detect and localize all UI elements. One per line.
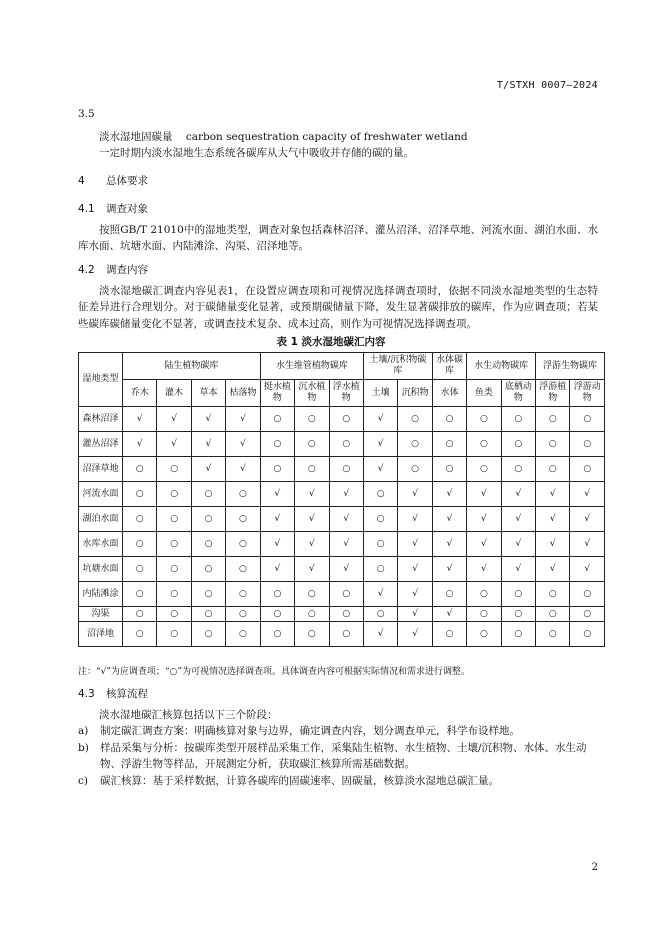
check-mark: √: [501, 532, 535, 557]
check-mark: √: [295, 482, 329, 507]
circle-mark: ○: [329, 582, 363, 607]
check-mark: √: [432, 482, 466, 507]
circle-mark: ○: [467, 582, 501, 607]
check-mark: √: [329, 482, 363, 507]
circle-mark: ○: [536, 582, 570, 607]
check-mark: √: [226, 457, 260, 482]
circle-mark: ○: [157, 622, 191, 647]
check-mark: √: [363, 622, 397, 647]
circle-mark: ○: [191, 557, 225, 582]
check-mark: √: [260, 482, 294, 507]
check-mark: √: [295, 507, 329, 532]
check-mark: √: [432, 532, 466, 557]
check-mark: √: [398, 507, 432, 532]
check-mark: √: [501, 482, 535, 507]
circle-mark: ○: [157, 457, 191, 482]
check-mark: √: [570, 482, 605, 507]
table-header: [79, 353, 605, 407]
circle-mark: ○: [329, 622, 363, 647]
row-label: 水库水面: [79, 532, 123, 557]
section-4-2-text: 淡水湿地碳汇调查内容见表1，在设置应调查项和可视情况选择调查项时，依据不同淡水湿地类型的生态特征差异进行合理划分。对于碳储量变化显著，或预期碳储量下降，发生显著碳排放的碳库，作为应调查项；若某些碳库碳储量变化不显著，或调查技术复杂、成本过高，则作为可视情况选择调查项。: [78, 284, 598, 330]
circle-mark: ○: [536, 407, 570, 432]
group-header: 土壤/沉积物碳库: [363, 353, 432, 380]
circle-mark: ○: [398, 407, 432, 432]
column-header: 水体: [432, 380, 466, 407]
table-row: [79, 507, 605, 532]
circle-mark: ○: [432, 622, 466, 647]
table-note: 注：“√”为应调查项；“○”为可视情况选择调查项。具体调查内容可根据实际情况和需求进行调整。: [78, 667, 470, 677]
circle-mark: ○: [191, 482, 225, 507]
check-mark: √: [536, 532, 570, 557]
group-header: 浮游生物碳库: [536, 353, 605, 380]
list-marker: b): [78, 741, 89, 754]
section-4-2-title: 调查内容: [106, 264, 148, 276]
circle-mark: ○: [467, 607, 501, 622]
check-mark: √: [398, 582, 432, 607]
circle-mark: ○: [570, 582, 605, 607]
circle-mark: ○: [363, 482, 397, 507]
section-3-5: [78, 106, 598, 162]
check-mark: √: [398, 482, 432, 507]
circle-mark: ○: [123, 507, 157, 532]
group-header: 陆生植物碳库: [123, 353, 261, 380]
circle-mark: ○: [123, 457, 157, 482]
section-4-3-title: 核算流程: [106, 688, 148, 700]
circle-mark: ○: [570, 457, 605, 482]
term-chinese: 淡水湿地固碳量: [99, 130, 173, 143]
check-mark: √: [123, 407, 157, 432]
check-mark: √: [570, 532, 605, 557]
section-3-5-number: 3.5: [78, 108, 95, 120]
check-mark: √: [260, 532, 294, 557]
term-english: carbon sequestration capacity of freshwater wetland: [185, 130, 468, 143]
circle-mark: ○: [398, 457, 432, 482]
row-label: 森林沼泽: [79, 407, 123, 432]
circle-mark: ○: [295, 622, 329, 647]
row-label: 内陆滩涂: [79, 582, 123, 607]
circle-mark: ○: [191, 607, 225, 622]
page-number: 2: [591, 862, 598, 873]
table-row: [79, 532, 605, 557]
circle-mark: ○: [329, 432, 363, 457]
circle-mark: ○: [226, 607, 260, 622]
circle-mark: ○: [501, 582, 535, 607]
column-header: 浮游动物: [570, 380, 605, 407]
check-mark: √: [398, 557, 432, 582]
section-4-1: [78, 201, 598, 255]
check-mark: √: [363, 432, 397, 457]
section-4-2: [78, 262, 598, 332]
table-row: [79, 582, 605, 607]
circle-mark: ○: [260, 457, 294, 482]
check-mark: √: [501, 507, 535, 532]
carbon-sink-table: [78, 352, 605, 647]
check-mark: √: [260, 507, 294, 532]
section-4-1-text: 按照GB/T 21010中的湿地类型，调查对象包括森林沼泽、灌丛沼泽、沼泽草地、河流水面、湖泊水面、水库水面、坑塘水面、内陆滩涂、沟渠、沼泽地等。: [78, 223, 598, 252]
column-header: 底栖动物: [501, 380, 535, 407]
circle-mark: ○: [363, 507, 397, 532]
row-label: 灌丛沼泽: [79, 432, 123, 457]
list-marker: c): [78, 774, 88, 787]
check-mark: √: [536, 557, 570, 582]
circle-mark: ○: [226, 482, 260, 507]
circle-mark: ○: [226, 582, 260, 607]
circle-mark: ○: [123, 582, 157, 607]
circle-mark: ○: [260, 432, 294, 457]
circle-mark: ○: [226, 507, 260, 532]
circle-mark: ○: [260, 607, 294, 622]
section-4-3-number: 4.3: [78, 688, 95, 700]
circle-mark: ○: [157, 532, 191, 557]
circle-mark: ○: [467, 432, 501, 457]
circle-mark: ○: [226, 557, 260, 582]
section-4-title: 总体要求: [106, 175, 148, 187]
circle-mark: ○: [191, 532, 225, 557]
circle-mark: ○: [329, 457, 363, 482]
column-header: 乔木: [123, 380, 157, 407]
standard-code: T/STXH 0007—2024: [496, 80, 598, 91]
circle-mark: ○: [363, 607, 397, 622]
circle-mark: ○: [123, 482, 157, 507]
check-mark: √: [570, 507, 605, 532]
circle-mark: ○: [432, 457, 466, 482]
column-header: 鱼类: [467, 380, 501, 407]
circle-mark: ○: [157, 482, 191, 507]
check-mark: √: [432, 557, 466, 582]
check-mark: √: [501, 557, 535, 582]
circle-mark: ○: [501, 432, 535, 457]
circle-mark: ○: [432, 407, 466, 432]
circle-mark: ○: [329, 407, 363, 432]
circle-mark: ○: [226, 622, 260, 647]
group-header: 水生维管植物碳库: [260, 353, 363, 380]
column-header: 枯落物: [226, 380, 260, 407]
circle-mark: ○: [295, 607, 329, 622]
table-row: [79, 557, 605, 582]
circle-mark: ○: [260, 582, 294, 607]
check-mark: √: [295, 557, 329, 582]
check-mark: √: [329, 532, 363, 557]
circle-mark: ○: [191, 507, 225, 532]
column-header: 浮水植物: [329, 380, 363, 407]
check-mark: √: [363, 582, 397, 607]
check-mark: √: [191, 407, 225, 432]
list-text: 碳汇核算：基于采样数据，计算各碳库的固碳速率、固碳量，核算淡水湿地总碳汇量。: [100, 774, 499, 787]
circle-mark: ○: [260, 622, 294, 647]
check-mark: √: [123, 432, 157, 457]
check-mark: √: [536, 507, 570, 532]
circle-mark: ○: [536, 432, 570, 457]
circle-mark: ○: [536, 457, 570, 482]
list-text: 制定碳汇调查方案：明确核算对象与边界，确定调查内容，划分调查单元，科学布设样地。: [100, 725, 520, 737]
section-4-heading: [78, 173, 598, 190]
term-definition: 一定时期内淡水湿地生态系统各碳库从大气中吸收并存储的碳的量。: [99, 147, 414, 159]
check-mark: √: [398, 532, 432, 557]
row-label: 沼泽草地: [79, 457, 123, 482]
column-header: 土壤: [363, 380, 397, 407]
circle-mark: ○: [295, 582, 329, 607]
section-4-1-heading: [78, 201, 598, 218]
check-mark: √: [157, 407, 191, 432]
circle-mark: ○: [398, 432, 432, 457]
circle-mark: ○: [570, 407, 605, 432]
list-marker: a): [78, 725, 89, 737]
section-4-3-intro: 淡水湿地碳汇核算包括以下三个阶段：: [99, 708, 278, 721]
circle-mark: ○: [570, 607, 605, 622]
check-mark: √: [467, 482, 501, 507]
check-mark: √: [467, 557, 501, 582]
section-4-3-heading: [78, 686, 598, 703]
table-caption: 表 1 淡水湿地碳汇内容: [276, 336, 386, 348]
table-row: [79, 482, 605, 507]
check-mark: √: [467, 532, 501, 557]
circle-mark: ○: [329, 607, 363, 622]
check-mark: √: [260, 557, 294, 582]
list-item: [78, 723, 598, 740]
circle-mark: ○: [226, 532, 260, 557]
process-list: [78, 723, 598, 789]
circle-mark: ○: [363, 532, 397, 557]
check-mark: √: [226, 407, 260, 432]
check-mark: √: [191, 432, 225, 457]
circle-mark: ○: [260, 407, 294, 432]
column-header: 灌木: [157, 380, 191, 407]
circle-mark: ○: [295, 432, 329, 457]
row-label: 沟渠: [79, 607, 123, 622]
circle-mark: ○: [467, 622, 501, 647]
list-text: 样品采集与分析：按碳库类型开展样品采集工作，采集陆生植物、水生植物、土壤/沉积物、水体、水生动物、浮游生物等样品，开展测定分析，获取碳汇核算所需基础数据。: [100, 741, 587, 770]
list-item: [78, 740, 598, 773]
circle-mark: ○: [536, 607, 570, 622]
circle-mark: ○: [570, 622, 605, 647]
column-header: 沉积物: [398, 380, 432, 407]
circle-mark: ○: [191, 622, 225, 647]
circle-mark: ○: [467, 457, 501, 482]
circle-mark: ○: [157, 582, 191, 607]
circle-mark: ○: [501, 622, 535, 647]
circle-mark: ○: [123, 607, 157, 622]
row-label: 湖泊水面: [79, 507, 123, 532]
circle-mark: ○: [123, 622, 157, 647]
check-mark: √: [536, 482, 570, 507]
circle-mark: ○: [432, 432, 466, 457]
check-mark: √: [363, 457, 397, 482]
row-label: 坑塘水面: [79, 557, 123, 582]
section-4-2-heading: [78, 262, 598, 279]
row-label: 河流水面: [79, 482, 123, 507]
circle-mark: ○: [295, 407, 329, 432]
list-item: [78, 773, 598, 790]
circle-mark: ○: [467, 407, 501, 432]
check-mark: √: [295, 532, 329, 557]
check-mark: √: [191, 457, 225, 482]
check-mark: √: [570, 557, 605, 582]
circle-mark: ○: [501, 607, 535, 622]
circle-mark: ○: [191, 582, 225, 607]
check-mark: √: [398, 607, 432, 622]
circle-mark: ○: [123, 532, 157, 557]
section-4-3: [78, 686, 598, 789]
table-row: [79, 457, 605, 482]
circle-mark: ○: [363, 557, 397, 582]
circle-mark: ○: [157, 507, 191, 532]
circle-mark: ○: [123, 557, 157, 582]
column-header: 草本: [191, 380, 225, 407]
column-header: 挺水植物: [260, 380, 294, 407]
table-row: [79, 607, 605, 622]
table-row: [79, 407, 605, 432]
section-4-number: 4: [78, 175, 85, 187]
check-mark: √: [329, 507, 363, 532]
circle-mark: ○: [501, 457, 535, 482]
check-mark: √: [157, 432, 191, 457]
circle-mark: ○: [570, 432, 605, 457]
check-mark: √: [398, 622, 432, 647]
row-label: 沼泽地: [79, 622, 123, 647]
check-mark: √: [432, 507, 466, 532]
section-4-1-title: 调查对象: [106, 203, 148, 215]
circle-mark: ○: [501, 407, 535, 432]
circle-mark: ○: [295, 457, 329, 482]
check-mark: √: [329, 557, 363, 582]
circle-mark: ○: [536, 622, 570, 647]
check-mark: √: [467, 507, 501, 532]
circle-mark: ○: [157, 557, 191, 582]
column-header: 沉水植物: [295, 380, 329, 407]
check-mark: √: [226, 432, 260, 457]
section-4-2-number: 4.2: [78, 264, 95, 276]
group-header: 水体碳库: [432, 353, 466, 380]
term-line: [78, 129, 598, 146]
circle-mark: ○: [157, 607, 191, 622]
table-row: [79, 622, 605, 647]
header-corner: 湿地类型: [79, 353, 123, 407]
group-header: 水生动物碳库: [467, 353, 536, 380]
check-mark: √: [363, 407, 397, 432]
circle-mark: ○: [432, 582, 466, 607]
column-header: 浮游植物: [536, 380, 570, 407]
section-4-1-number: 4.1: [78, 203, 95, 215]
check-mark: √: [432, 607, 466, 622]
table-row: [79, 432, 605, 457]
